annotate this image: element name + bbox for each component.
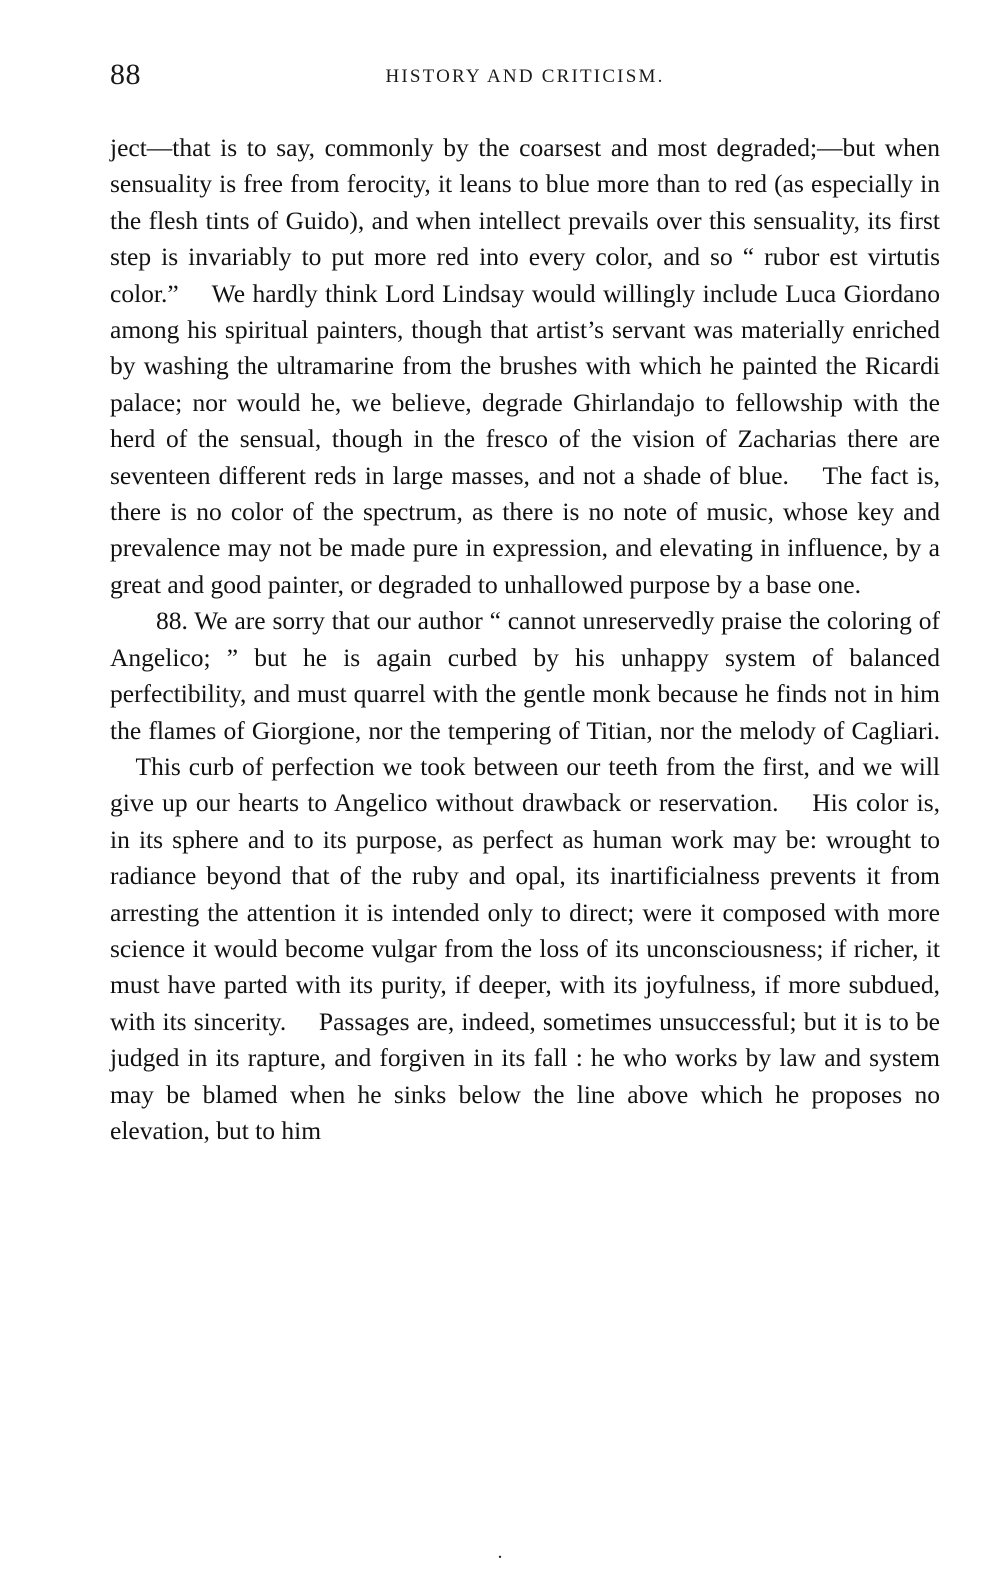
running-head: HISTORY AND CRITICISM.	[385, 66, 665, 87]
paragraph-continued: ject—that is to say, commonly by the coarsest and most degraded;—but when sensuality is free from ferocity, it leans to blue more than to red (as especially in the flesh tints of Guido), and when intellect prevails over this sensuality, its first step is invariably to put more red into every color, and so “ rubor est virtutis color.” We hardly think Lord Lindsay would willingly include Luca Giordano among his spiritual painters, though that artist’s servant was materially enriched by washing the ultramarine from the brushes with which he painted the Ricardi palace; nor would he, we believe, degrade Ghirlandajo to fellowship with the herd of the sensual, though in the fresco of the vision of Zacharias there are seventeen different reds in large masses, and not a shade of blue. The fact is, there is no color of the spectrum, as there is no note of music, whose key and prevalence may not be made pure in expression, and elevating in influence, by a great and good painter, or degraded to unhallowed purpose by a base one.	[110, 133, 940, 599]
page-header	[110, 58, 890, 98]
page-number: 88	[110, 58, 141, 91]
paragraph-88: 88. We are sorry that our author “ cannot unreservedly praise the coloring of Angelico; ” but he is again curbed by his unhappy system of balanced perfectibility, and must quarrel with the gentle monk because he finds not in him the flames of Giorgione, nor the tempering of Titian, nor the melody of Cagliari. This curb of perfection we took between our teeth from the first, and we will give up our hearts to Angelico without drawback or reservation. His color is, in its sphere and to its purpose, as perfect as human work may be: wrought to radiance beyond that of the ruby and opal, its inartificialness prevents it from arresting the attention it is intended only to direct; were it composed with more science it would become vulgar from the loss of its unconsciousness; if richer, it must have parted with its purity, if deeper, with its joyfulness, if more subdued, with its sincerity. Passages are, indeed, sometimes unsuccessful; but it is to be judged in its rapture, and forgiven in its fall : he who works by law and system may be blamed when he sinks below the line above which he proposes no elevation, but to him	[110, 606, 940, 1145]
footer-mark: .	[497, 1541, 503, 1563]
page-body	[110, 130, 940, 1149]
